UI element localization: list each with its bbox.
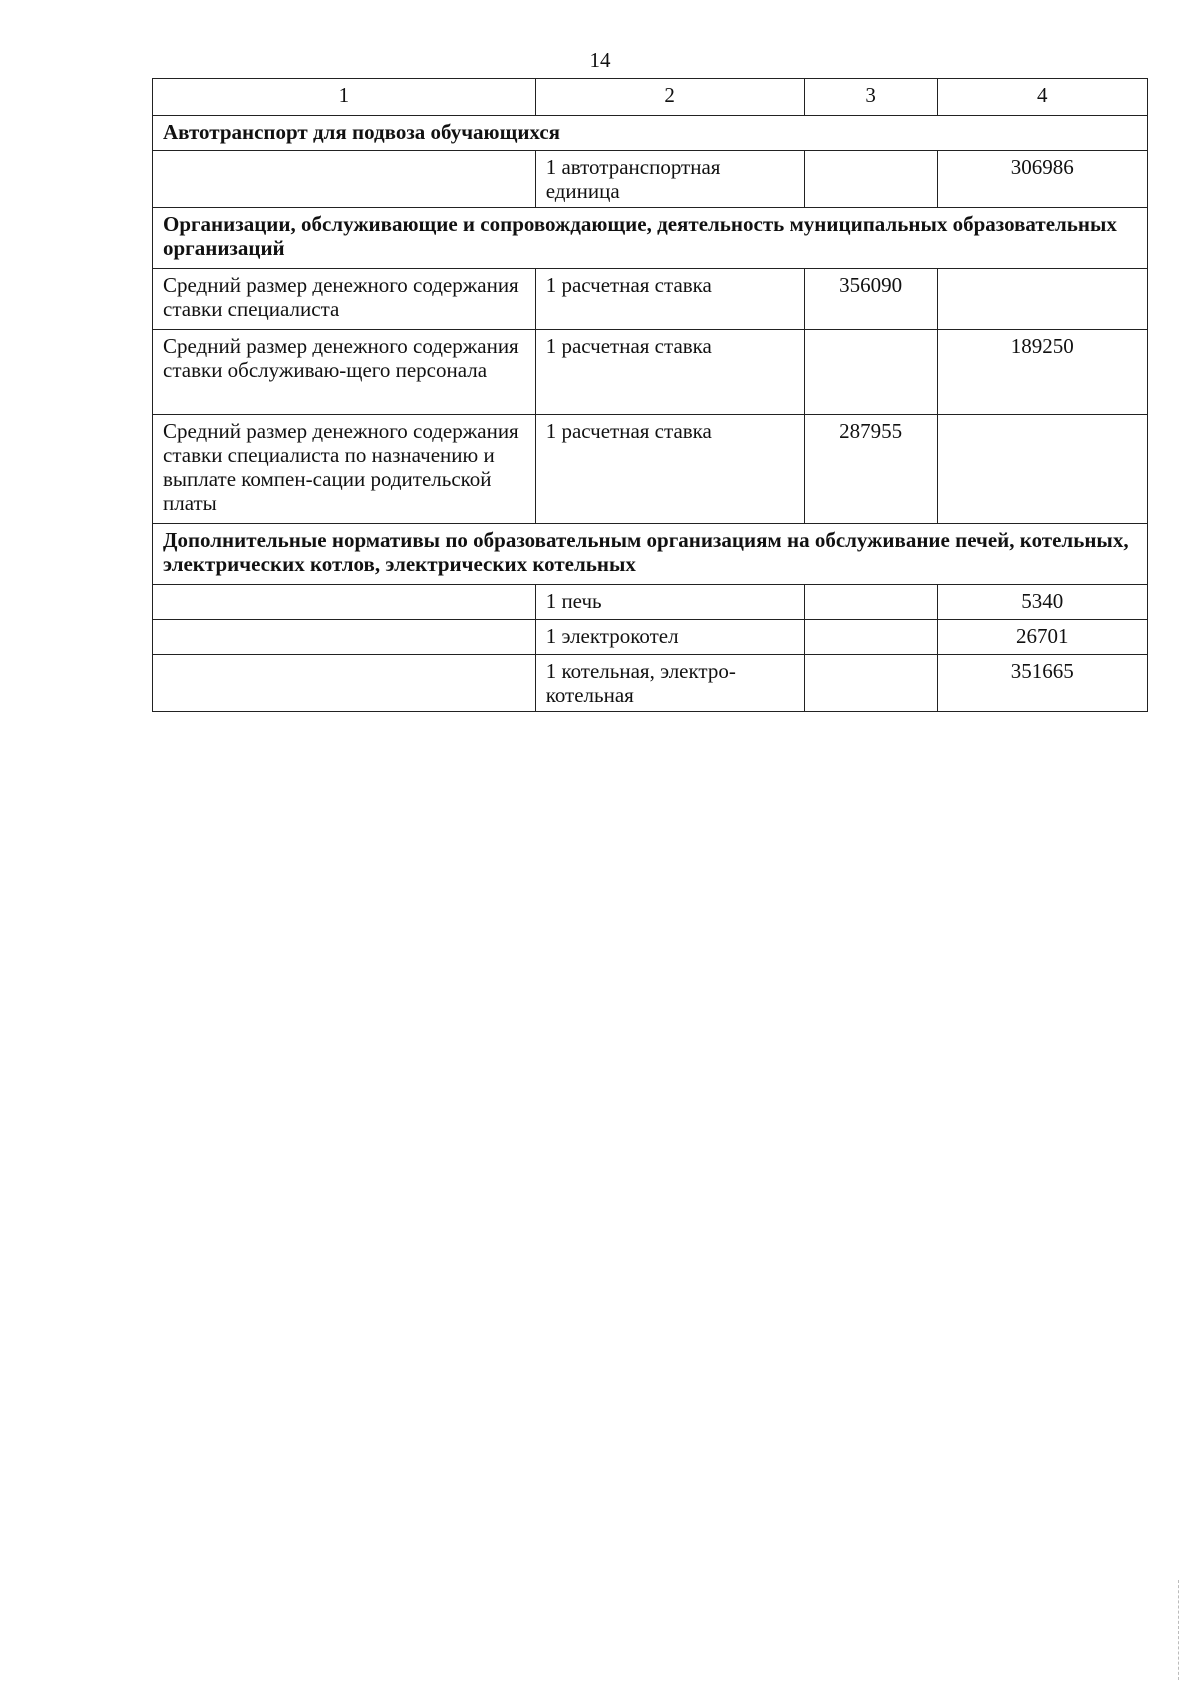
cell-unit: 1 автотранспортная единица bbox=[535, 151, 804, 208]
cell-name: Средний размер денежного содержания ставки специалиста bbox=[153, 269, 536, 330]
table-row bbox=[153, 415, 1148, 524]
column-number-1: 1 bbox=[153, 79, 536, 116]
cell-name: Средний размер денежного содержания ставки специалиста по назначению и выплате компен-сации родительской платы bbox=[153, 415, 536, 524]
cell-name: Средний размер денежного содержания ставки обслуживаю-щего персонала bbox=[153, 330, 536, 415]
section-heading-row bbox=[153, 208, 1148, 269]
section-title-additional-norms: Дополнительные нормативы по образовательным организациям на обслуживание печей, котельных, электрических котлов, электрических котельных bbox=[153, 524, 1148, 585]
section-heading-row bbox=[153, 116, 1148, 151]
cell-col3: 287955 bbox=[804, 415, 937, 524]
cell-col3 bbox=[804, 151, 937, 208]
section-heading-row bbox=[153, 524, 1148, 585]
cell-unit: 1 электрокотел bbox=[535, 620, 804, 655]
cell-col3: 356090 bbox=[804, 269, 937, 330]
cell-col4 bbox=[937, 269, 1148, 330]
column-number-2: 2 bbox=[535, 79, 804, 116]
norms-table bbox=[152, 78, 1148, 712]
cell-name bbox=[153, 585, 536, 620]
cell-col3 bbox=[804, 330, 937, 415]
cell-unit: 1 расчетная ставка bbox=[535, 415, 804, 524]
table-row bbox=[153, 151, 1148, 208]
cell-name bbox=[153, 620, 536, 655]
cell-col3 bbox=[804, 655, 937, 712]
cell-col4: 5340 bbox=[937, 585, 1148, 620]
table-row bbox=[153, 620, 1148, 655]
cell-col4 bbox=[937, 415, 1148, 524]
table-row bbox=[153, 655, 1148, 712]
cell-unit: 1 расчетная ставка bbox=[535, 330, 804, 415]
table-row bbox=[153, 585, 1148, 620]
cell-unit: 1 котельная, электро-котельная bbox=[535, 655, 804, 712]
cell-col3 bbox=[804, 620, 937, 655]
column-number-row bbox=[153, 79, 1148, 116]
column-number-4: 4 bbox=[937, 79, 1148, 116]
cell-name bbox=[153, 655, 536, 712]
section-title-transport: Автотранспорт для подвоза обучающихся bbox=[153, 116, 1148, 151]
cell-col3 bbox=[804, 585, 937, 620]
cell-unit: 1 расчетная ставка bbox=[535, 269, 804, 330]
cell-col4: 351665 bbox=[937, 655, 1148, 712]
column-number-3: 3 bbox=[804, 79, 937, 116]
table-row bbox=[153, 330, 1148, 415]
table-row bbox=[153, 269, 1148, 330]
cell-col4: 189250 bbox=[937, 330, 1148, 415]
cell-unit: 1 печь bbox=[535, 585, 804, 620]
section-title-organizations: Организации, обслуживающие и сопровождающие, деятельность муниципальных образовательных организаций bbox=[153, 208, 1148, 269]
scan-edge-mark bbox=[1178, 1580, 1181, 1680]
cell-col4: 26701 bbox=[937, 620, 1148, 655]
page-number: 14 bbox=[589, 48, 611, 72]
cell-name bbox=[153, 151, 536, 208]
cell-col4: 306986 bbox=[937, 151, 1148, 208]
